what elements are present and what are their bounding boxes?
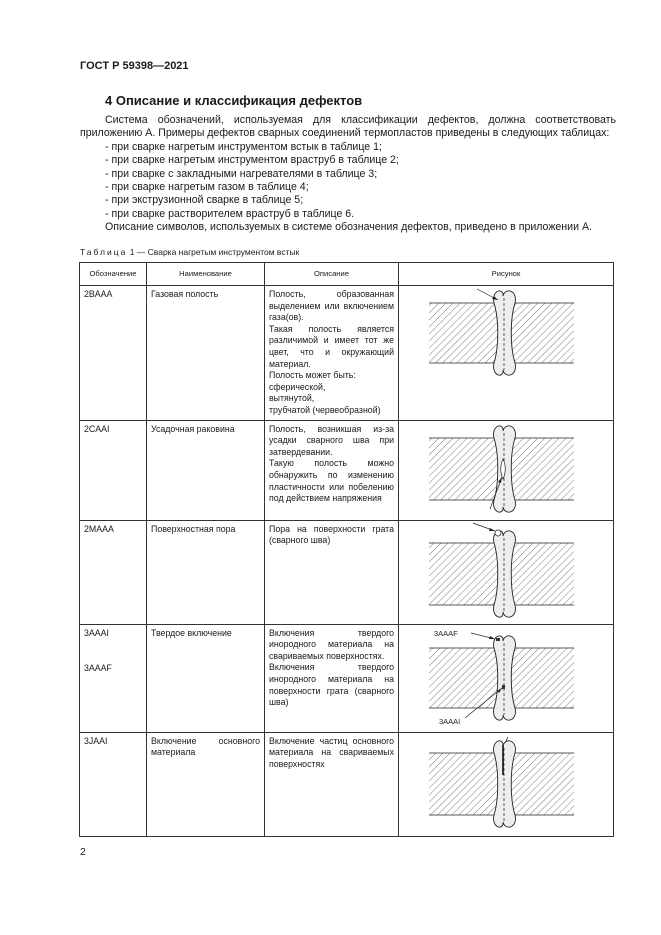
cell-desc bbox=[265, 520, 399, 624]
col-header-figure: Рисунок bbox=[399, 263, 614, 286]
desc-line: трубчатой (червеобразной) bbox=[269, 404, 381, 415]
desc-line: Полость, образованная выделением или включением газа(ов). bbox=[269, 289, 394, 323]
page-number: 2 bbox=[80, 846, 86, 858]
section-title: 4 Описание и классификация дефектов bbox=[105, 93, 363, 108]
cell-code bbox=[80, 624, 147, 732]
cell-desc bbox=[265, 624, 399, 732]
list-item: - при сварке нагретым инструментом встык в таблице 1; bbox=[105, 140, 382, 153]
weld-figure-surface-pore bbox=[399, 521, 610, 623]
desc-line: сферической, bbox=[269, 381, 326, 392]
cell-figure bbox=[399, 732, 614, 836]
col-header-desc: Описание bbox=[265, 263, 399, 286]
list-item: - при сварке с закладными нагревателями в таблице 3; bbox=[105, 167, 378, 180]
cell-name: Поверхностная пора bbox=[147, 520, 265, 624]
weld-figure-solid-inclusion bbox=[399, 625, 610, 731]
figure-label: 3AAAI bbox=[439, 716, 461, 726]
cell-code: 2BAAA bbox=[80, 286, 147, 421]
document-header: ГОСТ Р 59398—2021 bbox=[80, 60, 189, 72]
weld-figure-parent-material-inclusion bbox=[399, 733, 610, 835]
desc-line: Пора на поверхности грата (сварного шва) bbox=[269, 523, 394, 546]
table-row bbox=[80, 286, 614, 421]
outro-paragraph: Описание символов, используемых в системе обозначения дефектов, приведено в приложении А. bbox=[105, 221, 592, 234]
list-item: - при сварке нагретым инструментом враструб в таблице 2; bbox=[105, 154, 399, 167]
code-secondary: 3AAAF bbox=[84, 663, 112, 674]
cell-desc bbox=[265, 732, 399, 836]
code-primary: 3AAAI bbox=[84, 627, 109, 638]
list-item: - при экструзионной сварке в таблице 5; bbox=[105, 194, 304, 207]
cell-name: Усадочная раковина bbox=[147, 420, 265, 520]
table-row bbox=[80, 520, 614, 624]
cell-desc bbox=[265, 286, 399, 421]
table-row bbox=[80, 624, 614, 732]
table-row bbox=[80, 420, 614, 520]
cell-code: 3JAAI bbox=[80, 732, 147, 836]
desc-line: Включение частиц основного материала на свариваемых поверхностях bbox=[269, 735, 394, 769]
cell-name: Твердое включение bbox=[147, 624, 265, 732]
intro-paragraph: Система обозначений, используемая для классификации дефектов, должна соответствовать приложению А. Примеры дефектов сварных соединений термопластов приведены в следующих таблицах: bbox=[80, 114, 616, 140]
cell-desc bbox=[265, 420, 399, 520]
cell-code: 2MAAA bbox=[80, 520, 147, 624]
weld-figure-gas-cavity bbox=[399, 286, 610, 406]
intro-block bbox=[80, 114, 616, 235]
col-header-name: Наименование bbox=[147, 263, 265, 286]
cell-figure bbox=[399, 286, 614, 421]
desc-line: Включения твердого инородного материала на свариваемых поверхностях. bbox=[269, 627, 394, 661]
defects-table bbox=[79, 262, 614, 837]
cell-code: 2CAAI bbox=[80, 420, 147, 520]
table-row bbox=[80, 732, 614, 836]
cell-figure bbox=[399, 624, 614, 732]
desc-line: Полость может быть: bbox=[269, 370, 356, 381]
cell-name: Включение основного материала bbox=[147, 732, 265, 836]
desc-line: Включения твердого инородного материала на поверхности грата (сварного шва) bbox=[269, 662, 394, 708]
desc-line: вытянутой, bbox=[269, 393, 315, 404]
caption-text: 1 — Сварка нагретым инструментом встык bbox=[129, 247, 300, 257]
desc-line: Такую полость можно обнаружить по изменению пластичности или побелению под действием напряжения bbox=[269, 458, 394, 504]
list-item: - при сварке растворителем враструб в таблице 6. bbox=[105, 207, 355, 220]
cell-figure bbox=[399, 520, 614, 624]
weld-figure-shrinkage-cavity bbox=[399, 421, 610, 519]
table-caption bbox=[80, 247, 299, 257]
figure-label: 3AAAF bbox=[434, 628, 458, 638]
desc-line: Полость, возникшая из-за усадки сварного шва при затвердевании. bbox=[269, 423, 394, 457]
cell-name: Газовая полость bbox=[147, 286, 265, 421]
table-header-row bbox=[80, 263, 614, 286]
desc-line: Такая полость является различимой и имеет тот же цвет, что и окружающий материал. bbox=[269, 323, 394, 369]
col-header-code: Обозначение bbox=[80, 263, 147, 286]
caption-lead: Таблица bbox=[80, 247, 128, 257]
list-item: - при сварке нагретым газом в таблице 4; bbox=[105, 181, 309, 194]
cell-figure bbox=[399, 420, 614, 520]
